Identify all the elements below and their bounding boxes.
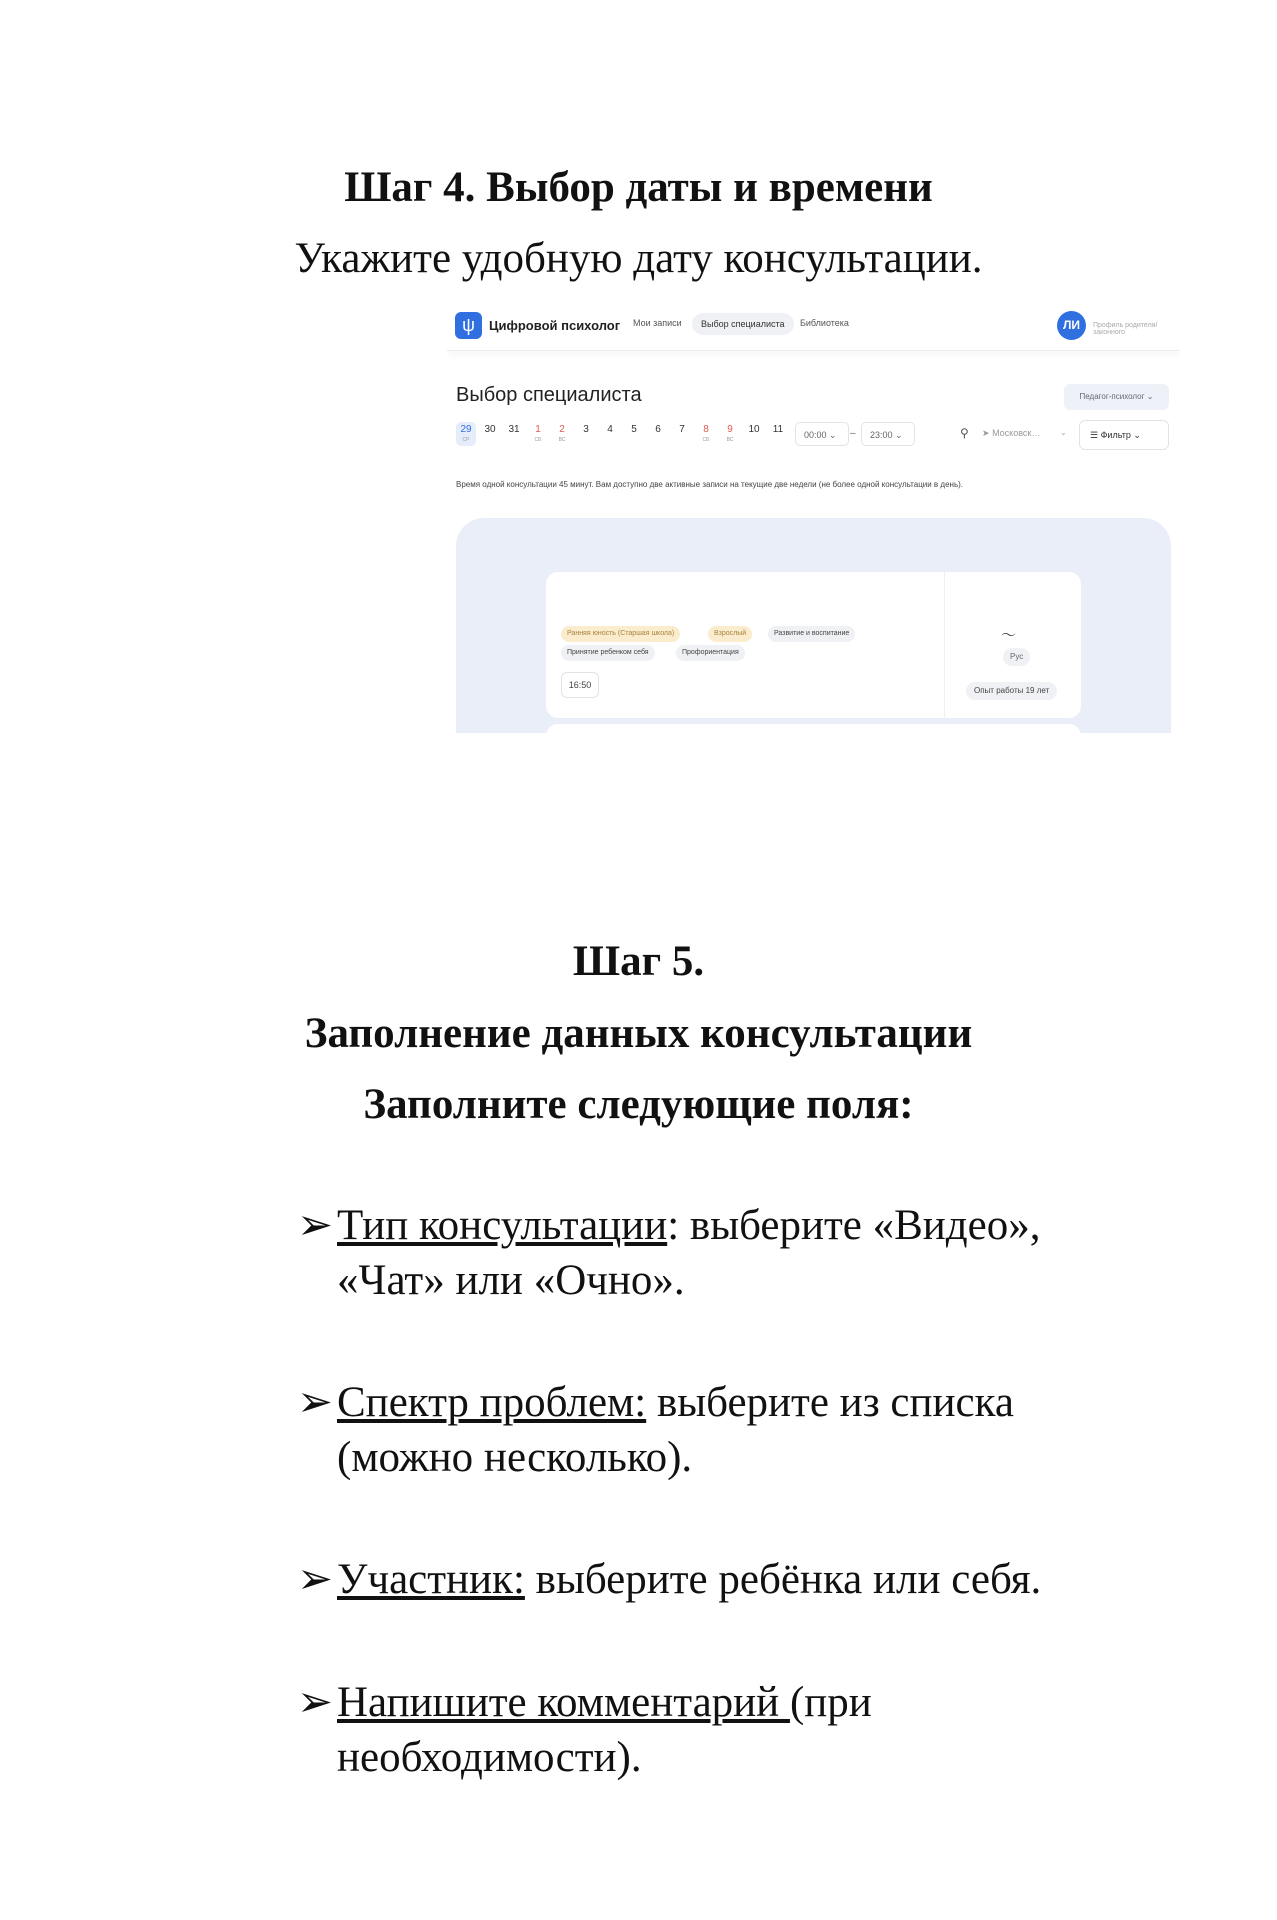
tag: Взрослый <box>708 626 752 642</box>
field-description-cont: (можно несколько). <box>337 1434 693 1481</box>
time-from-select[interactable]: 00:00 ⌄ <box>795 422 849 446</box>
filter-label: Фильтр <box>1100 430 1131 440</box>
chevron-down-icon: ⌄ <box>1133 430 1141 440</box>
filter-button[interactable] <box>1079 420 1169 450</box>
field-description: : выберите «Видео», <box>667 1202 1041 1249</box>
date-item[interactable]: 5 <box>631 424 637 435</box>
date-item[interactable]: 11 <box>772 424 784 435</box>
step4-title: Шаг 4. Выбор даты и времени <box>344 164 933 211</box>
date-item[interactable]: 9 ВС <box>726 424 734 443</box>
tag: Развитие и воспитание <box>768 626 855 642</box>
chevron-down-icon[interactable]: ⌄ <box>1060 428 1067 437</box>
tag: Ранняя юность (Старшая школа) <box>561 626 680 642</box>
field-description: выберите из списка <box>646 1379 1014 1426</box>
step4-subtitle: Укажите удобную дату консультации. <box>294 235 983 282</box>
field-label: Тип консультации <box>337 1202 668 1249</box>
date-item[interactable]: 30 <box>484 424 496 435</box>
arrow-bullet-icon: ➢ <box>297 1379 334 1426</box>
field-label: Участник: <box>337 1556 525 1603</box>
step5-instruction: Заполните следующие поля: <box>363 1081 914 1128</box>
language-badge: Рус <box>1003 648 1030 666</box>
date-item[interactable]: 3 <box>583 424 589 435</box>
date-item[interactable]: 31 <box>508 424 520 435</box>
embedded-screenshot <box>447 300 1180 733</box>
field-description: выберите ребёнка или себя. <box>524 1556 1042 1603</box>
experience-badge: Опыт работы 19 лет <box>966 682 1057 700</box>
date-item[interactable]: 7 <box>679 424 685 435</box>
tag: Принятие ребенком себя <box>561 645 655 661</box>
date-item[interactable]: 4 <box>607 424 613 435</box>
step5-subtitle: Заполнение данных консультации <box>304 1010 973 1057</box>
page-title: Выбор специалиста <box>456 384 642 406</box>
date-item[interactable]: 8 СБ <box>702 424 710 443</box>
time-range-dash: – <box>850 428 856 439</box>
arrow-bullet-icon: ➢ <box>297 1556 334 1603</box>
role-select[interactable]: Педагог-психолог ⌄ <box>1064 384 1169 410</box>
time-from-value: 00:00 <box>804 430 827 440</box>
arrow-bullet-icon: ➢ <box>297 1202 334 1249</box>
nav-library[interactable]: Библиотека <box>800 318 849 328</box>
field-description-cont: «Чат» или «Очно». <box>337 1257 685 1304</box>
field-description-cont: необходимости). <box>337 1734 642 1781</box>
search-icon[interactable]: ⚲ <box>960 426 969 440</box>
date-item[interactable]: 6 <box>655 424 661 435</box>
field-label: Напишите комментарий <box>337 1679 790 1726</box>
time-slot-button[interactable]: 16:50 <box>561 672 599 698</box>
location-field[interactable] <box>982 428 1040 439</box>
app-header <box>447 300 1180 351</box>
date-item[interactable]: 10 <box>748 424 760 435</box>
filter-sliders-icon: ☰ <box>1090 430 1099 440</box>
field-label: Спектр проблем: <box>337 1379 647 1426</box>
nav-my-appointments[interactable]: Мои записи <box>633 318 682 328</box>
profile-link[interactable]: Профиль родителя/законного <box>1093 322 1158 336</box>
time-to-value: 23:00 <box>870 430 893 440</box>
avatar[interactable]: ЛИ <box>1057 311 1086 340</box>
tag: Профориентация <box>676 645 745 661</box>
field-description: (при <box>789 1679 872 1726</box>
specialist-card[interactable] <box>546 572 1081 718</box>
date-item[interactable]: 2 ВС <box>558 424 566 443</box>
trident-icon: ψ <box>455 312 482 339</box>
time-to-select[interactable]: 23:00 ⌄ <box>861 422 915 446</box>
nav-choose-specialist[interactable]: Выбор специалиста <box>692 313 794 335</box>
specialist-avatar: 〜 <box>1001 627 1017 644</box>
step5-title: Шаг 5. <box>572 938 705 985</box>
specialist-card-next[interactable] <box>546 724 1081 733</box>
consultation-notice: Время одной консультации 45 минут. Вам доступно две активные записи на текущие две недели (не более одной консультации в день). <box>456 480 963 489</box>
date-item[interactable]: 1 СБ <box>534 424 542 443</box>
location-value: Московск… <box>992 428 1041 438</box>
date-item[interactable]: 29 СР <box>456 422 476 446</box>
role-select-label: Педагог-психолог <box>1079 392 1145 401</box>
app-logo-text[interactable]: Цифровой психолог <box>489 318 621 333</box>
arrow-bullet-icon: ➢ <box>297 1679 334 1726</box>
card-divider <box>944 572 945 718</box>
location-arrow-icon: ➤ <box>982 428 990 438</box>
